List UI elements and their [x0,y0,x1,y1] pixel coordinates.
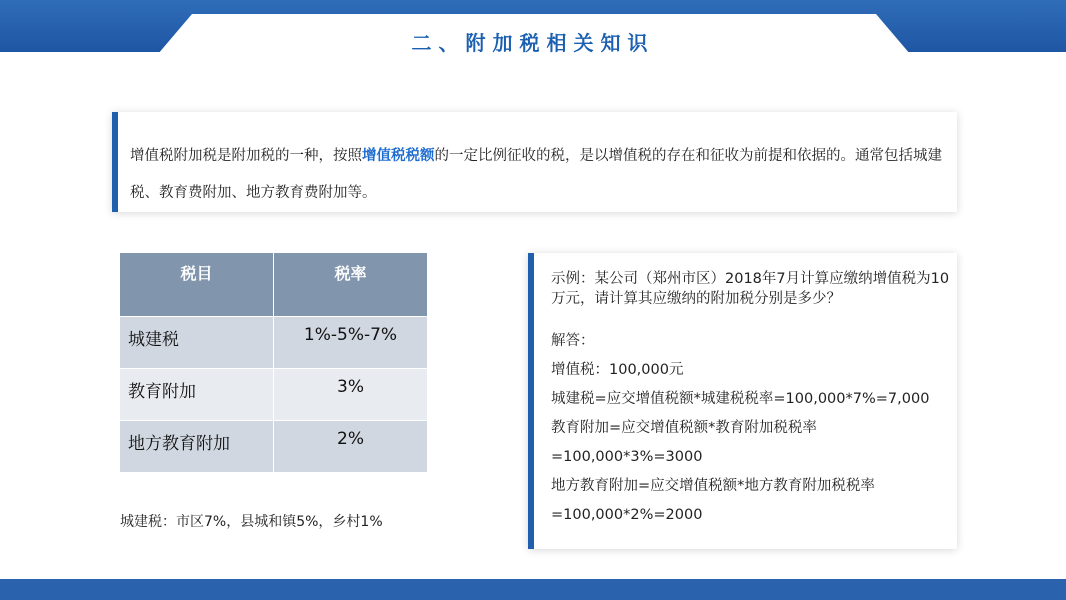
tax-item-name: 城建税 [120,317,274,369]
example-question: 示例：某公司（郑州市区）2018年7月计算应缴纳增值税为10万元，请计算其应缴纳的附加税分别是多少？ [551,271,950,307]
column-header-tax-item: 税目 [120,253,274,317]
example-answer [551,327,953,530]
rate-note: 城建税：市区7%，县城和镇5%，乡村1% [120,514,383,530]
table-row [120,317,428,369]
intro-card [112,112,957,212]
example-card [528,253,957,549]
tax-rate-table [119,252,428,473]
tax-item-name: 地方教育附加 [120,421,274,473]
page-title: 二、附加税相关知识 [411,31,655,55]
table-header-row [120,253,428,317]
answer-label: 解答： [551,333,595,349]
answer-line: 教育附加=应交增值税额*教育附加税税率 [551,420,817,436]
answer-line: 增值税：100,000元 [551,362,684,378]
table-row [120,369,428,421]
answer-line: =100,000*3%=3000 [551,449,703,465]
intro-highlight: 增值税税额 [362,148,435,164]
answer-line: 地方教育附加=应交增值税额*地方教育附加税税率 [551,478,875,494]
tax-item-rate: 1%-5%-7% [274,317,428,369]
tax-item-rate: 3% [274,369,428,421]
table-row [120,421,428,473]
footer-band [0,579,1066,600]
intro-text-after: 的一定比例征收的税，是以增值税的存在和征收为前提和依据的。通常包括城建税、教育费附加、地方教育费附加等。 [130,148,942,201]
answer-line: =100,000*2%=2000 [551,507,703,523]
answer-line: 城建税=应交增值税额*城建税税率=100,000*7%=7,000 [551,391,930,407]
intro-text-before: 增值税附加税是附加税的一种，按照 [130,148,362,164]
column-header-tax-rate: 税率 [274,253,428,317]
tax-item-rate: 2% [274,421,428,473]
tax-item-name: 教育附加 [120,369,274,421]
